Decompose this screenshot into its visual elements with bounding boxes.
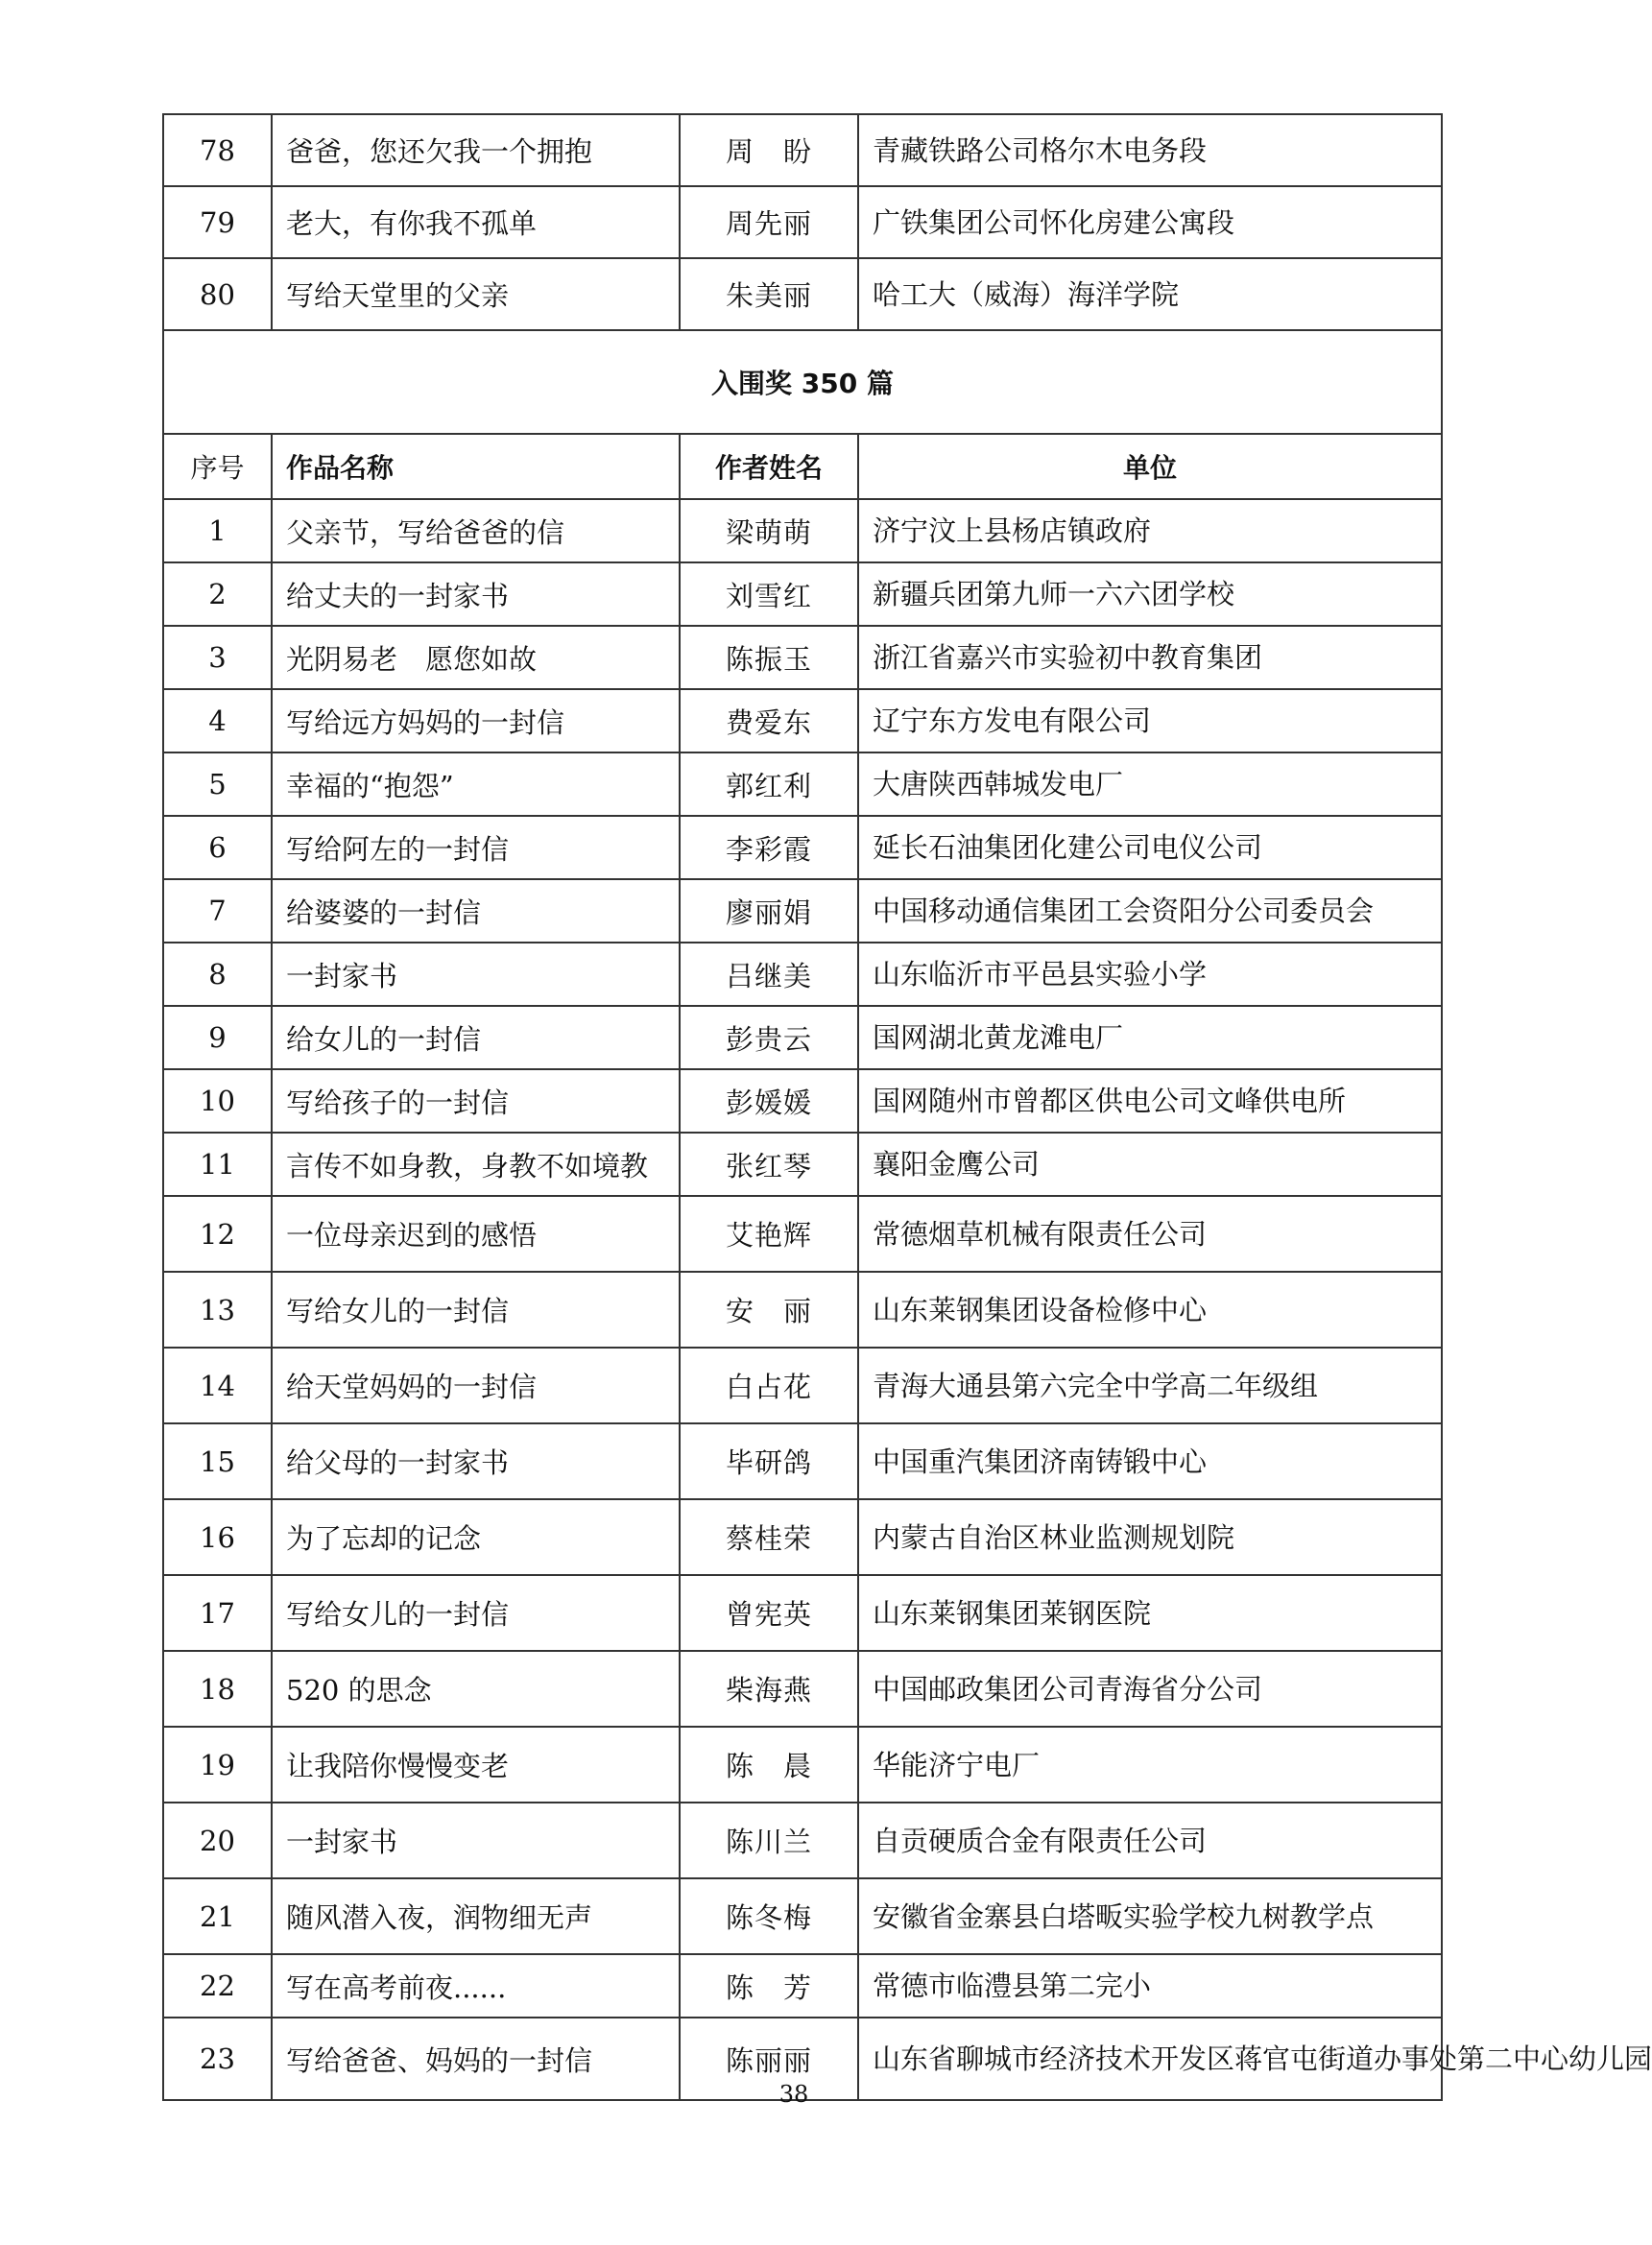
work-title: 一位母亲迟到的感悟 bbox=[272, 1196, 680, 1272]
table-row bbox=[163, 1575, 1442, 1651]
table-row bbox=[163, 1499, 1442, 1575]
author-unit: 青藏铁路公司格尔木电务段 bbox=[858, 114, 1442, 186]
author-unit: 辽宁东方发电有限公司 bbox=[858, 689, 1442, 752]
row-number: 22 bbox=[163, 1954, 272, 2018]
author-name: 蔡桂荣 bbox=[680, 1499, 858, 1575]
table-row bbox=[163, 1423, 1442, 1499]
author-unit: 浙江省嘉兴市实验初中教育集团 bbox=[858, 626, 1442, 689]
work-title: 给天堂妈妈的一封信 bbox=[272, 1348, 680, 1423]
row-number: 10 bbox=[163, 1069, 272, 1133]
author-name: 毕研鸽 bbox=[680, 1423, 858, 1499]
header-unit: 单位 bbox=[858, 434, 1442, 499]
author-unit: 新疆兵团第九师一六六团学校 bbox=[858, 562, 1442, 626]
table-row bbox=[163, 689, 1442, 752]
work-title: 父亲节，写给爸爸的信 bbox=[272, 499, 680, 562]
row-number: 20 bbox=[163, 1803, 272, 1878]
author-name: 彭媛媛 bbox=[680, 1069, 858, 1133]
author-unit: 延长石油集团化建公司电仪公司 bbox=[858, 816, 1442, 879]
work-title: 给婆婆的一封信 bbox=[272, 879, 680, 943]
table-row bbox=[163, 1196, 1442, 1272]
table-row bbox=[163, 1803, 1442, 1878]
table-row bbox=[163, 114, 1442, 186]
row-number: 11 bbox=[163, 1133, 272, 1196]
work-title: 为了忘却的记念 bbox=[272, 1499, 680, 1575]
work-title: 写给女儿的一封信 bbox=[272, 1575, 680, 1651]
author-name: 费爱东 bbox=[680, 689, 858, 752]
row-number: 7 bbox=[163, 879, 272, 943]
work-title: 幸福的“抱怨” bbox=[272, 752, 680, 816]
work-title: 写给孩子的一封信 bbox=[272, 1069, 680, 1133]
row-number: 1 bbox=[163, 499, 272, 562]
table-row bbox=[163, 816, 1442, 879]
row-number: 23 bbox=[163, 2018, 272, 2100]
author-unit: 山东莱钢集团设备检修中心 bbox=[858, 1272, 1442, 1348]
author-unit: 中国重汽集团济南铸锻中心 bbox=[858, 1423, 1442, 1499]
author-name: 廖丽娟 bbox=[680, 879, 858, 943]
page-number: 38 bbox=[778, 2081, 809, 2108]
row-number: 12 bbox=[163, 1196, 272, 1272]
header-row bbox=[163, 434, 1442, 499]
row-number: 79 bbox=[163, 186, 272, 258]
author-name: 郭红利 bbox=[680, 752, 858, 816]
author-unit: 常德市临澧县第二完小 bbox=[858, 1954, 1442, 2018]
table-row bbox=[163, 562, 1442, 626]
work-title: 写给天堂里的父亲 bbox=[272, 258, 680, 330]
table-row bbox=[163, 626, 1442, 689]
work-title: 爸爸，您还欠我一个拥抱 bbox=[272, 114, 680, 186]
table-row bbox=[163, 943, 1442, 1006]
author-unit: 中国移动通信集团工会资阳分公司委员会 bbox=[858, 879, 1442, 943]
author-name: 艾艳辉 bbox=[680, 1196, 858, 1272]
author-name: 梁萌萌 bbox=[680, 499, 858, 562]
work-title: 一封家书 bbox=[272, 943, 680, 1006]
row-number: 15 bbox=[163, 1423, 272, 1499]
author-name: 陈冬梅 bbox=[680, 1878, 858, 1954]
author-unit: 山东莱钢集团莱钢医院 bbox=[858, 1575, 1442, 1651]
table-row bbox=[163, 1133, 1442, 1196]
row-number: 8 bbox=[163, 943, 272, 1006]
author-name: 白占花 bbox=[680, 1348, 858, 1423]
row-number: 18 bbox=[163, 1651, 272, 1727]
author-name: 柴海燕 bbox=[680, 1651, 858, 1727]
header-author: 作者姓名 bbox=[680, 434, 858, 499]
author-name: 安 丽 bbox=[680, 1272, 858, 1348]
row-number: 17 bbox=[163, 1575, 272, 1651]
row-number: 4 bbox=[163, 689, 272, 752]
author-unit: 中国邮政集团公司青海省分公司 bbox=[858, 1651, 1442, 1727]
row-number: 9 bbox=[163, 1006, 272, 1069]
work-title: 写给女儿的一封信 bbox=[272, 1272, 680, 1348]
author-unit: 哈工大（威海）海洋学院 bbox=[858, 258, 1442, 330]
work-title: 写给爸爸、妈妈的一封信 bbox=[272, 2018, 680, 2100]
table-row bbox=[163, 1069, 1442, 1133]
author-unit: 大唐陕西韩城发电厂 bbox=[858, 752, 1442, 816]
author-unit: 广铁集团公司怀化房建公寓段 bbox=[858, 186, 1442, 258]
row-number: 3 bbox=[163, 626, 272, 689]
row-number: 6 bbox=[163, 816, 272, 879]
work-title: 言传不如身教，身教不如境教 bbox=[272, 1133, 680, 1196]
table-row bbox=[163, 1006, 1442, 1069]
work-title: 写在高考前夜...... bbox=[272, 1954, 680, 2018]
author-name: 周 盼 bbox=[680, 114, 858, 186]
work-title: 让我陪你慢慢变老 bbox=[272, 1727, 680, 1803]
work-title: 光阴易老 愿您如故 bbox=[272, 626, 680, 689]
table-row bbox=[163, 1272, 1442, 1348]
author-unit: 国网随州市曾都区供电公司文峰供电所 bbox=[858, 1069, 1442, 1133]
table-row bbox=[163, 499, 1442, 562]
award-rows bbox=[163, 499, 1652, 2100]
table-row bbox=[163, 258, 1442, 330]
author-name: 周先丽 bbox=[680, 186, 858, 258]
author-name: 陈丽丽 bbox=[680, 2018, 858, 2100]
row-number: 80 bbox=[163, 258, 272, 330]
header-title: 作品名称 bbox=[272, 434, 680, 499]
section-row bbox=[163, 330, 1442, 434]
work-title: 给女儿的一封信 bbox=[272, 1006, 680, 1069]
award-table bbox=[162, 113, 1652, 2101]
table-row bbox=[163, 1651, 1442, 1727]
section-title: 入围奖 350 篇 bbox=[163, 330, 1442, 434]
author-unit: 内蒙古自治区林业监测规划院 bbox=[858, 1499, 1442, 1575]
author-unit: 华能济宁电厂 bbox=[858, 1727, 1442, 1803]
author-unit: 国网湖北黄龙滩电厂 bbox=[858, 1006, 1442, 1069]
author-unit: 安徽省金寨县白塔畈实验学校九树教学点 bbox=[858, 1878, 1442, 1954]
work-title: 写给阿左的一封信 bbox=[272, 816, 680, 879]
header-number: 序号 bbox=[163, 434, 272, 499]
work-title: 随风潜入夜，润物细无声 bbox=[272, 1878, 680, 1954]
work-title: 一封家书 bbox=[272, 1803, 680, 1878]
author-name: 陈 芳 bbox=[680, 1954, 858, 2018]
table-row bbox=[163, 879, 1442, 943]
table-row bbox=[163, 1954, 1442, 2018]
work-title: 写给远方妈妈的一封信 bbox=[272, 689, 680, 752]
work-title: 给父母的一封家书 bbox=[272, 1423, 680, 1499]
author-unit: 济宁汶上县杨店镇政府 bbox=[858, 499, 1442, 562]
table-row bbox=[163, 1878, 1442, 1954]
row-number: 16 bbox=[163, 1499, 272, 1575]
author-unit: 自贡硬质合金有限责任公司 bbox=[858, 1803, 1442, 1878]
author-name: 陈川兰 bbox=[680, 1803, 858, 1878]
author-name: 刘雪红 bbox=[680, 562, 858, 626]
table-row bbox=[163, 186, 1442, 258]
work-title: 520 的思念 bbox=[272, 1651, 680, 1727]
author-unit: 青海大通县第六完全中学高二年级组 bbox=[858, 1348, 1442, 1423]
work-title: 给丈夫的一封家书 bbox=[272, 562, 680, 626]
author-unit: 常德烟草机械有限责任公司 bbox=[858, 1196, 1442, 1272]
author-name: 吕继美 bbox=[680, 943, 858, 1006]
author-name: 张红琴 bbox=[680, 1133, 858, 1196]
author-unit: 山东临沂市平邑县实验小学 bbox=[858, 943, 1442, 1006]
author-unit: 山东省聊城市经济技术开发区蒋官屯街道办事处第二中心幼儿园 bbox=[858, 2018, 1442, 2100]
author-name: 陈 晨 bbox=[680, 1727, 858, 1803]
row-number: 5 bbox=[163, 752, 272, 816]
author-name: 陈振玉 bbox=[680, 626, 858, 689]
work-title: 老大，有你我不孤单 bbox=[272, 186, 680, 258]
author-name: 李彩霞 bbox=[680, 816, 858, 879]
author-name: 朱美丽 bbox=[680, 258, 858, 330]
author-name: 彭贵云 bbox=[680, 1006, 858, 1069]
row-number: 19 bbox=[163, 1727, 272, 1803]
row-number: 14 bbox=[163, 1348, 272, 1423]
table-row bbox=[163, 1727, 1442, 1803]
award-table-body bbox=[163, 114, 1442, 499]
author-name: 曾宪英 bbox=[680, 1575, 858, 1651]
table-row bbox=[163, 1348, 1442, 1423]
author-unit: 襄阳金鹰公司 bbox=[858, 1133, 1442, 1196]
row-number: 21 bbox=[163, 1878, 272, 1954]
row-number: 2 bbox=[163, 562, 272, 626]
row-number: 78 bbox=[163, 114, 272, 186]
table-row bbox=[163, 752, 1442, 816]
row-number: 13 bbox=[163, 1272, 272, 1348]
